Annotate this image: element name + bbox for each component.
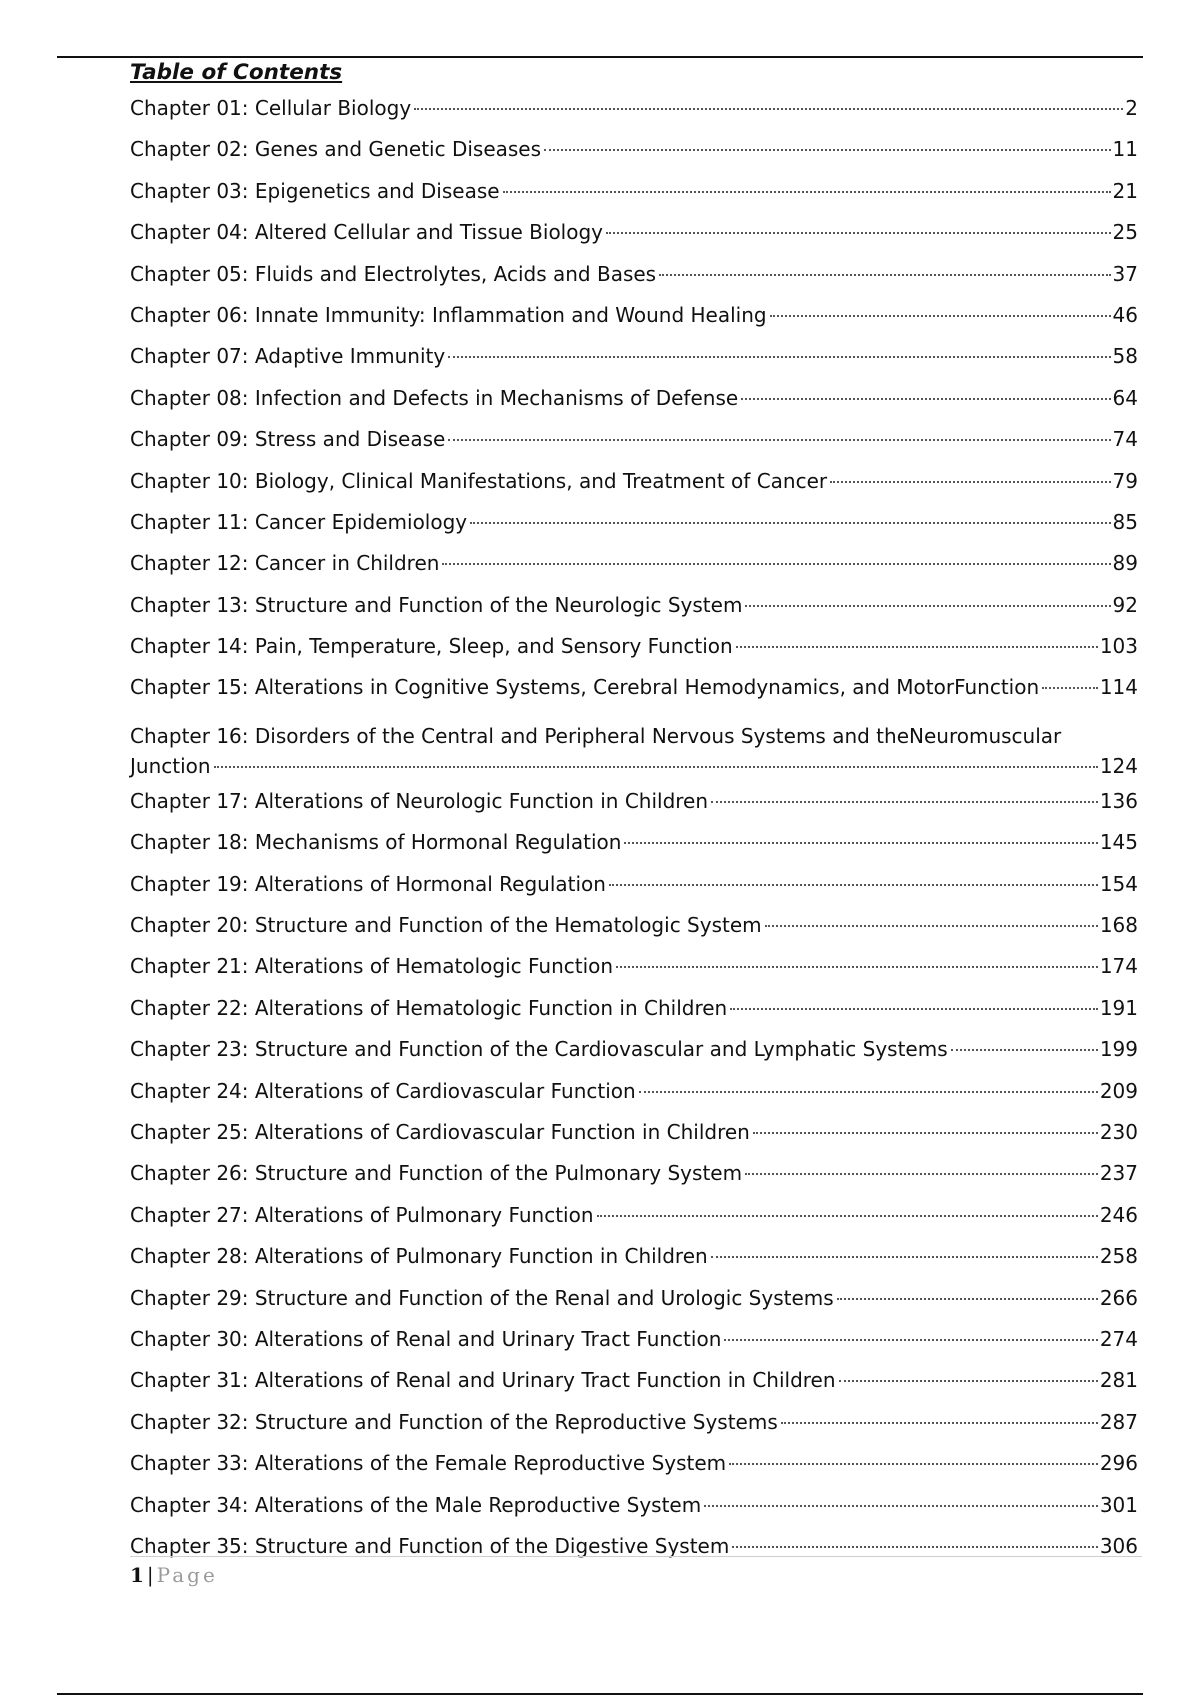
- toc-entry-title: Chapter 12: Cancer in Children: [130, 551, 440, 576]
- toc-entry-page: 46: [1112, 302, 1138, 327]
- toc-entry[interactable]: [130, 905, 1138, 946]
- toc-entry[interactable]: [130, 1278, 1138, 1319]
- toc-entry-title: Chapter 04: Altered Cellular and Tissue Biology: [130, 220, 603, 245]
- toc-entry[interactable]: [130, 88, 1138, 129]
- toc-entry-page: 209: [1099, 1078, 1138, 1103]
- dot-leader: [730, 1008, 1098, 1010]
- toc-entry[interactable]: [130, 1029, 1138, 1070]
- toc-entry-page: 85: [1112, 509, 1138, 534]
- dot-leader: [609, 884, 1098, 886]
- dot-leader: [724, 1339, 1097, 1341]
- toc-entry-title: Chapter 20: Structure and Function of the Hematologic System: [130, 913, 762, 938]
- toc-entry-title: Chapter 03: Epigenetics and Disease: [130, 178, 500, 203]
- toc-entry[interactable]: [130, 1195, 1138, 1236]
- toc-entry-title: Chapter 29: Structure and Function of the Renal and Urologic Systems: [130, 1285, 834, 1310]
- dot-leader: [606, 232, 1111, 234]
- toc-entry-page: 89: [1112, 551, 1138, 576]
- toc-entry[interactable]: [130, 502, 1138, 543]
- toc-entry-title: Chapter 19: Alterations of Hormonal Regulation: [130, 871, 606, 896]
- toc-entry[interactable]: [130, 1319, 1138, 1360]
- toc-entry-title: Chapter 35: Structure and Function of the Digestive System: [130, 1533, 730, 1558]
- toc-entry-page: 74: [1112, 427, 1138, 452]
- toc-entry-page: 301: [1099, 1492, 1138, 1517]
- dot-leader: [745, 1173, 1098, 1175]
- toc-entry-page: 58: [1112, 344, 1138, 369]
- toc-entry-page: 25: [1112, 220, 1138, 245]
- dot-leader: [745, 605, 1110, 607]
- toc-entry-title: Chapter 06: Innate Immunity: Inflammation and Wound Healing: [130, 302, 767, 327]
- toc-entry-title: Chapter 18: Mechanisms of Hormonal Regulation: [130, 830, 622, 855]
- dot-leader: [736, 646, 1098, 648]
- footer-separator: |: [146, 1563, 154, 1587]
- toc-entry[interactable]: [130, 1443, 1138, 1484]
- toc-entry[interactable]: [130, 1112, 1138, 1153]
- toc-entry-page: 145: [1099, 830, 1138, 855]
- toc-entry-page: 2: [1125, 96, 1138, 120]
- toc-entry-page: 136: [1099, 788, 1138, 813]
- toc-entry[interactable]: [130, 254, 1138, 295]
- toc-entry[interactable]: [130, 626, 1138, 667]
- toc-entry-page: 274: [1099, 1326, 1138, 1351]
- toc-entry-page: 92: [1112, 592, 1138, 617]
- toc-entry-page: 287: [1099, 1409, 1138, 1434]
- toc-entry-title: Chapter 22: Alterations of Hematologic Function in Children: [130, 995, 728, 1020]
- toc-entry[interactable]: [130, 1153, 1138, 1194]
- dot-leader: [448, 439, 1110, 441]
- toc-entry-title: Chapter 09: Stress and Disease: [130, 427, 446, 452]
- dot-leader: [711, 801, 1098, 803]
- toc-entry-page: 79: [1112, 468, 1138, 493]
- toc-entry[interactable]: [130, 212, 1138, 253]
- toc-entry[interactable]: [130, 1071, 1138, 1112]
- toc-entry-page: 296: [1099, 1451, 1138, 1476]
- toc-entry-title: Chapter 08: Infection and Defects in Mechanisms of Defense: [130, 385, 739, 410]
- dot-leader: [544, 149, 1111, 151]
- toc-entry-page: 246: [1099, 1202, 1138, 1227]
- toc-entry-title: Chapter 11: Cancer Epidemiology: [130, 509, 468, 534]
- toc-entry-title: Chapter 33: Alterations of the Female Reproductive System: [130, 1451, 727, 1476]
- dot-leader: [442, 563, 1110, 565]
- toc-entry[interactable]: [130, 1236, 1138, 1277]
- toc-entry[interactable]: [130, 1402, 1138, 1443]
- toc-entry-title: Chapter 10: Biology, Clinical Manifestations, and Treatment of Cancer: [130, 468, 828, 493]
- toc-entry-title: Chapter 07: Adaptive Immunity: [130, 344, 446, 369]
- toc-entry-title: Chapter 05: Fluids and Electrolytes, Acids and Bases: [130, 261, 657, 286]
- dot-leader: [1042, 687, 1098, 689]
- dot-leader: [624, 842, 1097, 844]
- dot-leader: [414, 108, 1123, 110]
- toc-entry-page: 114: [1099, 675, 1138, 700]
- toc-entry-title: Chapter 14: Pain, Temperature, Sleep, and Sensory Function: [130, 634, 733, 659]
- dot-leader: [470, 522, 1110, 524]
- toc-entry-title: Chapter 16: Disorders of the Central and Peripheral Nervous Systems and theNeuromuscular: [130, 723, 1062, 748]
- dot-leader: [830, 481, 1110, 483]
- page-footer: [130, 1556, 1142, 1587]
- toc-entry-page: 174: [1099, 954, 1138, 979]
- toc-entry-title: Chapter 28: Alterations of Pulmonary Function in Children: [130, 1244, 708, 1269]
- toc-entry-page: 237: [1099, 1161, 1138, 1186]
- dot-leader: [753, 1132, 1098, 1134]
- toc-entry[interactable]: [130, 667, 1138, 708]
- dot-leader: [711, 1256, 1098, 1258]
- toc-entry-page: 21: [1112, 178, 1138, 203]
- dot-leader: [741, 398, 1110, 400]
- toc-entry-title: Chapter 25: Alterations of Cardiovascular Function in Children: [130, 1119, 750, 1144]
- toc-entry[interactable]: [130, 336, 1138, 377]
- toc-entry-title: Chapter 17: Alterations of Neurologic Function in Children: [130, 788, 709, 813]
- dot-leader: [704, 1505, 1098, 1507]
- toc-entry[interactable]: [130, 461, 1138, 502]
- toc-list: [130, 88, 1138, 1567]
- dot-leader: [770, 315, 1111, 317]
- toc-entry[interactable]: [130, 864, 1138, 905]
- toc-heading: Table of Contents: [130, 60, 343, 85]
- toc-entry-page: 11: [1112, 137, 1138, 162]
- dot-leader: [732, 1546, 1097, 1548]
- toc-entry-page: 64: [1112, 385, 1138, 410]
- toc-entry-page: 191: [1099, 995, 1138, 1020]
- toc-entry-page: 306: [1099, 1533, 1138, 1558]
- toc-entry-title: Chapter 26: Structure and Function of the Pulmonary System: [130, 1161, 743, 1186]
- toc-entry[interactable]: [130, 1360, 1138, 1401]
- toc-entry[interactable]: [130, 171, 1138, 212]
- toc-entry[interactable]: [130, 709, 1138, 781]
- toc-entry[interactable]: [130, 419, 1138, 460]
- dot-leader: [781, 1422, 1098, 1424]
- toc-entry-page: 230: [1099, 1119, 1138, 1144]
- toc-entry-title: Chapter 23: Structure and Function of the Cardiovascular and Lymphatic Systems: [130, 1037, 948, 1062]
- dot-leader: [597, 1215, 1098, 1217]
- dot-leader: [729, 1463, 1098, 1465]
- toc-entry-page: 168: [1099, 913, 1138, 938]
- toc-entry-title: Chapter 34: Alterations of the Male Reproductive System: [130, 1492, 702, 1517]
- toc-entry-title: Chapter 21: Alterations of Hematologic Function: [130, 954, 614, 979]
- dot-leader: [765, 925, 1098, 927]
- toc-entry-page: 124: [1099, 753, 1138, 778]
- dot-leader: [951, 1049, 1098, 1051]
- dot-leader: [616, 966, 1098, 968]
- toc-entry-page: 199: [1099, 1037, 1138, 1062]
- footer-page-label: Page: [156, 1563, 218, 1587]
- dot-leader: [659, 274, 1110, 276]
- toc-entry[interactable]: [130, 378, 1138, 419]
- footer-page-number: 1: [130, 1563, 144, 1587]
- toc-entry-page: 281: [1099, 1368, 1138, 1393]
- toc-entry[interactable]: [130, 988, 1138, 1029]
- dot-leader: [839, 1380, 1098, 1382]
- toc-entry[interactable]: [130, 129, 1138, 170]
- footer-rule: [57, 1693, 1143, 1695]
- toc-entry-title: Chapter 27: Alterations of Pulmonary Function: [130, 1202, 594, 1227]
- toc-entry-page: 266: [1099, 1285, 1138, 1310]
- toc-entry[interactable]: [130, 822, 1138, 863]
- dot-leader: [837, 1298, 1098, 1300]
- toc-entry-title: Chapter 24: Alterations of Cardiovascular Function: [130, 1078, 636, 1103]
- toc-entry-title: Chapter 30: Alterations of Renal and Urinary Tract Function: [130, 1326, 722, 1351]
- toc-entry-title: Chapter 02: Genes and Genetic Diseases: [130, 137, 542, 162]
- toc-entry-title: Chapter 15: Alterations in Cognitive Systems, Cerebral Hemodynamics, and MotorFunction: [130, 675, 1040, 700]
- dot-leader: [639, 1091, 1098, 1093]
- toc-entry[interactable]: [130, 781, 1138, 822]
- toc-entry-title: Chapter 31: Alterations of Renal and Urinary Tract Function in Children: [130, 1368, 836, 1393]
- toc-entry-page: 103: [1099, 634, 1138, 659]
- toc-entry-page: 154: [1099, 871, 1138, 896]
- toc-page: [130, 58, 1138, 1567]
- toc-entry-page: 258: [1099, 1244, 1138, 1269]
- toc-entry-title: Chapter 01: Cellular Biology: [130, 96, 412, 120]
- toc-entry[interactable]: [130, 295, 1138, 336]
- toc-entry[interactable]: [130, 543, 1138, 584]
- toc-entry[interactable]: [130, 1485, 1138, 1526]
- toc-entry-page: 37: [1112, 261, 1138, 286]
- toc-entry-title-continued: Junction: [130, 753, 211, 778]
- dot-leader: [448, 356, 1110, 358]
- toc-entry-title: Chapter 13: Structure and Function of the Neurologic System: [130, 592, 743, 617]
- dot-leader: [214, 766, 1098, 768]
- toc-entry-title: Chapter 32: Structure and Function of the Reproductive Systems: [130, 1409, 778, 1434]
- toc-entry[interactable]: [130, 946, 1138, 987]
- dot-leader: [503, 191, 1111, 193]
- toc-entry[interactable]: [130, 585, 1138, 626]
